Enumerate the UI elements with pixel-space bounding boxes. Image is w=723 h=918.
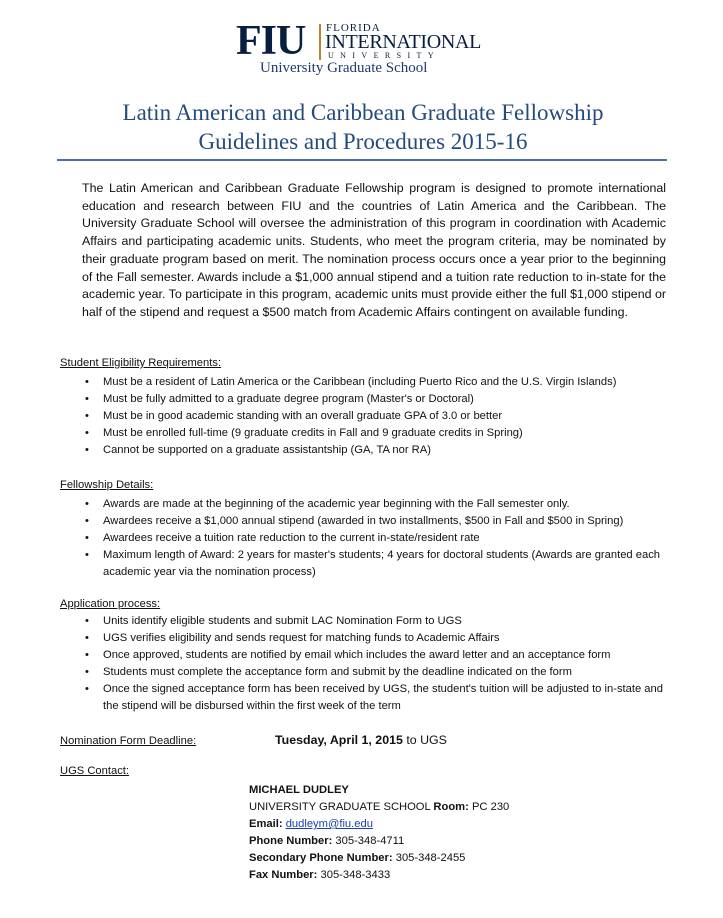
list-item: • Must be in good academic standing with an overall graduate GPA of 3.0 or better (80, 408, 680, 425)
list-item: • Awardees receive a $1,000 annual stipend (awarded in two installments, $500 in Fall and $500 in Spring) (80, 513, 680, 530)
contact-fax-label: Fax Number: (249, 869, 318, 881)
eligibility-heading: Student Eligibility Requirements: (60, 357, 222, 369)
contact-office: UNIVERSITY GRADUATE SCHOOL (249, 801, 431, 813)
contact-heading: UGS Contact: (60, 765, 130, 777)
list-item: • Units identify eligible students and submit LAC Nomination Form to UGS (80, 613, 680, 630)
logo-florida: FLORIDA (326, 22, 381, 34)
deadline-row (60, 733, 660, 749)
logo-school-name: University Graduate School (260, 60, 428, 76)
contact-email-label: Email: (249, 818, 283, 830)
list-item: • Awardees receive a tuition rate reduction to the current in-state/resident rate (80, 530, 680, 547)
contact-room-label: Room: (433, 801, 469, 813)
eligibility-list (80, 374, 680, 459)
intro-paragraph: The Latin American and Caribbean Graduate Fellowship program is designed to promote international education and research between FIU and the countries of Latin America and the Caribbean. The University Graduate School will oversee the administration of this program in coordination with Academic Affairs and participating academic units. Students, who meet the program criteria, may be nominated by their graduate program based on merit. The nomination process occurs once a year prior to the beginning of the Fall semester. Awards include a $1,000 annual stipend and a tuition rate reduction to in-state for the academic year. To participate in this program, academic units must provide either the full $1,000 stipend or half of the stipend and request a $500 match from Academic Affairs contingent on available funding. (82, 181, 666, 319)
contact-phone: 305-348-4711 (332, 835, 405, 847)
application-list (80, 613, 680, 714)
contact-name: MICHAEL DUDLEY (249, 784, 349, 796)
document-title-line2: Guidelines and Procedures 2015-16 (198, 129, 528, 154)
list-item: • Once the signed acceptance form has been received by UGS, the student's tuition will be adjusted to in-state and the stipend will be disbursed within the first week of the term (80, 681, 680, 715)
list-item: • Must be fully admitted to a graduate degree program (Master's or Doctoral) (80, 391, 680, 408)
list-item: • UGS verifies eligibility and sends request for matching funds to Academic Affairs (80, 630, 680, 647)
list-item: • Must be enrolled full-time (9 graduate credits in Fall and 9 graduate credits in Spring) (80, 425, 680, 442)
document-title-line1: Latin American and Caribbean Graduate Fellowship (122, 100, 604, 125)
deadline-suffix: to UGS (402, 733, 447, 747)
list-item: • Maximum length of Award: 2 years for master's students; 4 years for doctoral students (Awards are granted each academic year via the nomination process) (80, 547, 680, 581)
logo-divider (319, 24, 321, 60)
details-list (80, 496, 680, 581)
logo-international: INTERNATIONAL (325, 31, 482, 53)
list-item: • Students must complete the acceptance form and submit by the deadline indicated on the form (80, 664, 680, 681)
list-item: • Once approved, students are notified by email which includes the award letter and an acceptance form (80, 647, 680, 664)
deadline-label: Nomination Form Deadline: (60, 735, 197, 747)
contact-phone2: 305-348-2455 (392, 852, 466, 864)
deadline-date: Tuesday, April 1, 2015 (275, 733, 403, 747)
logo-fiu-mark: FIU (236, 18, 306, 64)
contact-block (249, 782, 509, 884)
logo-university: UNIVERSITY (328, 51, 440, 60)
contact-fax: 305-348-3433 (317, 869, 391, 881)
deadline-value (275, 732, 447, 748)
details-heading: Fellowship Details: (60, 479, 154, 491)
contact-email-link[interactable]: dudleym@fiu.edu (285, 818, 373, 830)
contact-phone2-label: Secondary Phone Number: (249, 852, 393, 864)
contact-room: PC 230 (468, 801, 510, 813)
application-heading: Application process: (60, 598, 161, 610)
list-item: • Awards are made at the beginning of the academic year beginning with the Fall semester only. (80, 496, 680, 513)
list-item: • Must be a resident of Latin America or the Caribbean (including Puerto Rico and the U.S. Virgin Islands) (80, 374, 680, 391)
title-divider (57, 159, 667, 161)
fiu-logo (236, 18, 488, 78)
contact-phone-label: Phone Number: (249, 835, 333, 847)
list-item: • Cannot be supported on a graduate assistantship (GA, TA nor RA) (80, 442, 680, 459)
